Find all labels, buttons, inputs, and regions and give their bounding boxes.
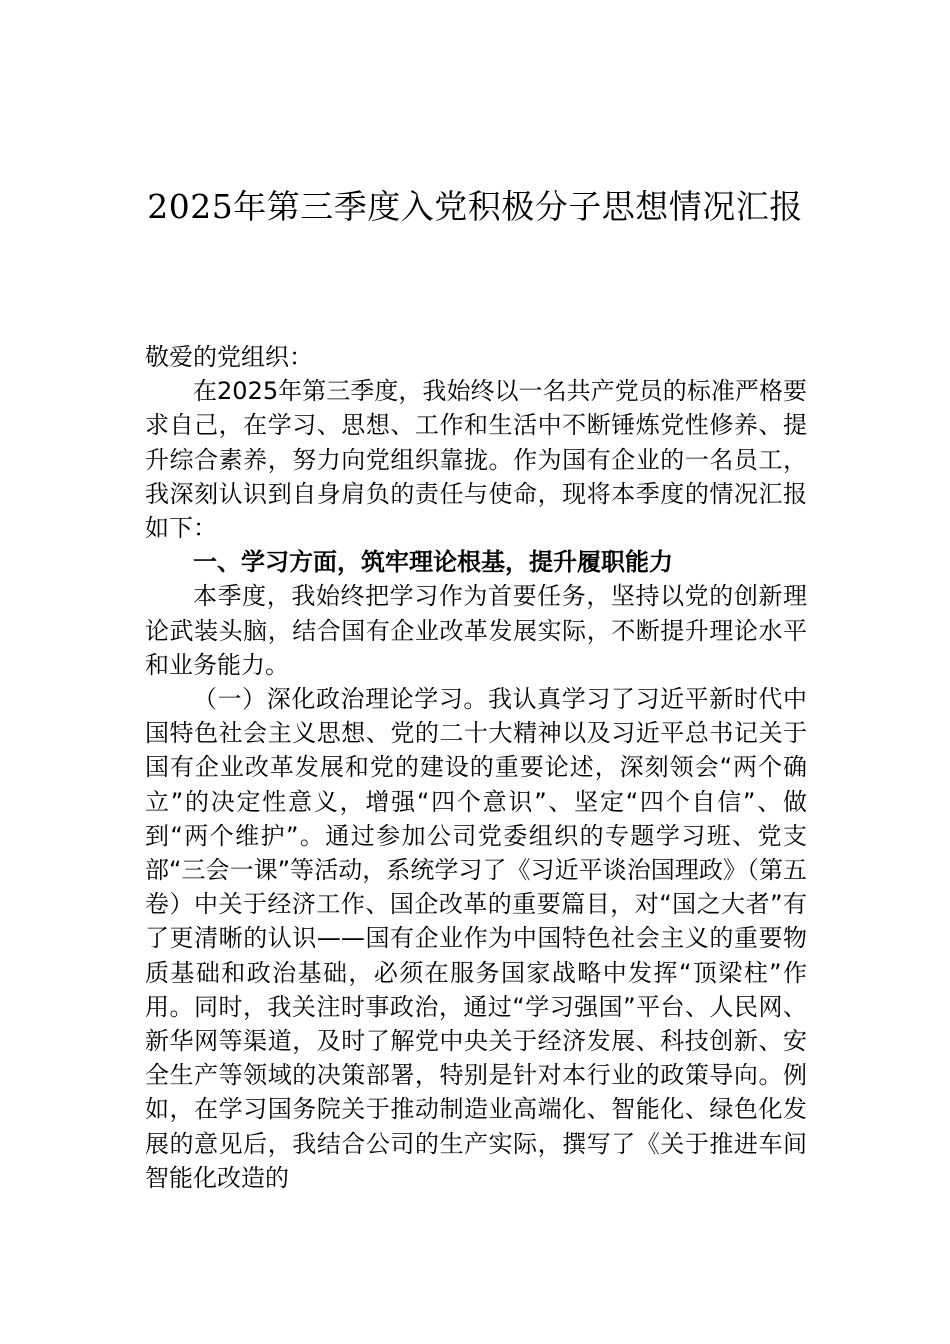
salutation: 敬爱的党组织： xyxy=(145,343,313,371)
paragraph-section1-item1: （一）深化政治理论学习。我认真学习了习近平新时代中国特色社会主义思想、党的二十大精神以及习近平总书记关于国有企业改革发展和党的建设的重要论述，深刻领会“两个确立”的决定性意义，增强“四个意识”、坚定“四个自信”、做到“两个维护”。通过参加公司党委组织的专题学习班、党支部“三会一课”等活动，系统学习了《习近平谈治国理政》（第五卷）中关于经济工作、国企改革的重要篇目，对“国之大者”有了更清晰的认识——国有企业作为中国特色社会主义的重要物质基础和政治基础，必须在服务国家战略中发挥“顶梁柱”作用。同时，我关注时事政治，通过“学习强国”平台、人民网、新华网等渠道，及时了解党中央关于经济发展、科技创新、安全生产等领域的决策部署，特别是针对本行业的政策导向。例如，在学习国务院关于推动制造业高端化、智能化、绿色化发展的意见后，我结合公司的生产实际，撰写了《关于推进车间智能化改造的 xyxy=(145,685,807,1192)
paragraph-intro: 在2025年第三季度，我始终以一名共产党员的标准严格要求自己，在学习、思想、工作和生活中不断锤炼党性修养、提升综合素养，努力向党组织靠拢。作为国有企业的一名员工，我深刻认识到自身肩负的责任与使命，现将本季度的情况汇报如下： xyxy=(145,377,807,543)
paragraph-section1-intro: 本季度，我始终把学习作为首要任务，坚持以党的创新理论武装头脑，结合国有企业改革发展实际，不断提升理论水平和业务能力。 xyxy=(145,582,807,679)
document-title: 2025年第三季度入党积极分子思想情况汇报 xyxy=(147,187,803,226)
document-body xyxy=(145,340,807,1195)
section-heading-1: 一、学习方面，筑牢理论根基，提升履职能力 xyxy=(193,548,673,577)
